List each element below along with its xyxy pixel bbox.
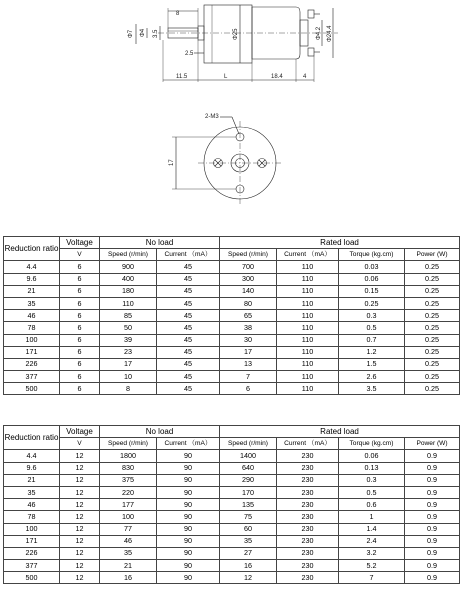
cell-ratio: 4.4: [4, 450, 60, 462]
table-row: [4, 383, 460, 395]
cell-voltage: 12: [60, 547, 100, 559]
cell-power: 0.9: [405, 560, 460, 572]
cell-ratio: 78: [4, 511, 60, 523]
header-rated-load: Rated load: [220, 237, 460, 249]
cell-current-rated: 110: [277, 371, 339, 383]
header-current-rated: Current （mA）: [277, 249, 339, 261]
cell-power: 0.25: [405, 261, 460, 273]
cell-power: 0.9: [405, 462, 460, 474]
motor-dimension-drawings: [0, 0, 462, 232]
header-speed-no-load: Speed (r/min): [100, 249, 157, 261]
table-row: [4, 346, 460, 358]
cell-speed-rated: 170: [220, 486, 277, 498]
cell-torque: 3.2: [339, 547, 405, 559]
table-row: [4, 322, 460, 334]
header-unit-voltage: V: [60, 438, 100, 450]
cell-voltage: 12: [60, 572, 100, 584]
cell-speed-rated: 700: [220, 261, 277, 273]
header-current-rated: Current （mA）: [277, 438, 339, 450]
cell-ratio: 35: [4, 297, 60, 309]
cell-current-no-load: 45: [157, 273, 220, 285]
cell-current-rated: 110: [277, 322, 339, 334]
table-row: [4, 560, 460, 572]
cell-power: 0.25: [405, 273, 460, 285]
cell-current-rated: 110: [277, 346, 339, 358]
cell-current-no-load: 90: [157, 486, 220, 498]
cell-speed-no-load: 50: [100, 322, 157, 334]
cell-voltage: 12: [60, 486, 100, 498]
cell-speed-rated: 30: [220, 334, 277, 346]
cell-current-no-load: 90: [157, 511, 220, 523]
dim-phi4-2-label: Φ4.2: [316, 26, 322, 40]
cell-ratio: 171: [4, 535, 60, 547]
cell-torque: 5.2: [339, 560, 405, 572]
table-row: [4, 523, 460, 535]
cell-current-rated: 110: [277, 297, 339, 309]
cell-power: 0.9: [405, 486, 460, 498]
cell-power: 0.9: [405, 547, 460, 559]
cell-power: 0.25: [405, 383, 460, 395]
cell-power: 0.9: [405, 511, 460, 523]
table-row: [4, 450, 460, 462]
cell-current-rated: 230: [277, 499, 339, 511]
cell-torque: 1.4: [339, 523, 405, 535]
cell-speed-no-load: 16: [100, 572, 157, 584]
header-reduction-ratio: Reduction ratio: [4, 426, 60, 450]
cell-speed-rated: 6: [220, 383, 277, 395]
cell-speed-no-load: 35: [100, 547, 157, 559]
cell-voltage: 12: [60, 462, 100, 474]
cell-speed-rated: 80: [220, 297, 277, 309]
cell-speed-no-load: 830: [100, 462, 157, 474]
side-view-labels: [128, 11, 333, 80]
cell-voltage: 6: [60, 371, 100, 383]
dim-phi25-label: Φ25: [233, 28, 239, 40]
dim-phi4-label: Φ4: [140, 28, 146, 37]
cell-speed-rated: 290: [220, 474, 277, 486]
cell-speed-no-load: 85: [100, 310, 157, 322]
cell-ratio: 46: [4, 310, 60, 322]
cell-speed-rated: 640: [220, 462, 277, 474]
table-row: [4, 572, 460, 584]
cell-speed-rated: 300: [220, 273, 277, 285]
cell-speed-no-load: 177: [100, 499, 157, 511]
cell-power: 0.9: [405, 450, 460, 462]
cell-ratio: 226: [4, 547, 60, 559]
terminal-bottom: [308, 48, 314, 56]
cell-current-rated: 110: [277, 285, 339, 297]
dim-L-label: L: [224, 74, 228, 80]
cell-torque: 3.5: [339, 383, 405, 395]
table-row: [4, 371, 460, 383]
cell-speed-rated: 13: [220, 358, 277, 370]
cell-power: 0.25: [405, 334, 460, 346]
cell-speed-rated: 75: [220, 511, 277, 523]
cell-torque: 1.2: [339, 346, 405, 358]
cell-power: 0.9: [405, 474, 460, 486]
cell-ratio: 500: [4, 572, 60, 584]
table-row: [4, 511, 460, 523]
header-speed-rated: Speed (r/min): [220, 249, 277, 261]
cell-ratio: 35: [4, 486, 60, 498]
table-row: [4, 499, 460, 511]
cell-power: 0.25: [405, 322, 460, 334]
cell-speed-no-load: 900: [100, 261, 157, 273]
cell-voltage: 12: [60, 450, 100, 462]
terminal-top: [308, 10, 314, 18]
cell-current-rated: 110: [277, 334, 339, 346]
cell-torque: 1.5: [339, 358, 405, 370]
header-power: Power (W): [405, 438, 460, 450]
cell-current-no-load: 45: [157, 285, 220, 297]
cell-torque: 0.13: [339, 462, 405, 474]
cell-current-rated: 230: [277, 535, 339, 547]
cell-current-no-load: 90: [157, 560, 220, 572]
front-view-labels: [169, 114, 219, 166]
cell-current-no-load: 90: [157, 462, 220, 474]
cell-current-no-load: 45: [157, 322, 220, 334]
cell-current-no-load: 90: [157, 474, 220, 486]
cell-speed-no-load: 17: [100, 358, 157, 370]
cell-current-rated: 110: [277, 261, 339, 273]
cell-speed-rated: 140: [220, 285, 277, 297]
table-row: [4, 474, 460, 486]
cell-current-rated: 230: [277, 486, 339, 498]
cell-speed-rated: 17: [220, 346, 277, 358]
cell-speed-rated: 27: [220, 547, 277, 559]
cell-speed-rated: 60: [220, 523, 277, 535]
cell-current-no-load: 45: [157, 310, 220, 322]
cell-current-rated: 110: [277, 310, 339, 322]
front-view-drawing: [172, 117, 282, 205]
cell-speed-no-load: 220: [100, 486, 157, 498]
dim-phi7-label: Φ7: [128, 29, 134, 38]
cell-torque: 0.03: [339, 261, 405, 273]
cell-current-rated: 230: [277, 462, 339, 474]
cell-speed-no-load: 46: [100, 535, 157, 547]
header-no-load: No load: [100, 426, 220, 438]
cell-speed-no-load: 8: [100, 383, 157, 395]
cell-ratio: 21: [4, 285, 60, 297]
cell-ratio: 100: [4, 523, 60, 535]
header-current-no-load: Current （mA）: [157, 438, 220, 450]
cell-current-rated: 230: [277, 572, 339, 584]
table-row: [4, 486, 460, 498]
cell-voltage: 12: [60, 535, 100, 547]
cell-current-no-load: 90: [157, 499, 220, 511]
cell-current-no-load: 45: [157, 371, 220, 383]
table-row: [4, 358, 460, 370]
cell-ratio: 226: [4, 358, 60, 370]
cell-power: 0.9: [405, 535, 460, 547]
cell-torque: 0.06: [339, 450, 405, 462]
cell-current-rated: 110: [277, 358, 339, 370]
cell-speed-no-load: 39: [100, 334, 157, 346]
cell-power: 0.25: [405, 285, 460, 297]
cell-current-no-load: 90: [157, 535, 220, 547]
cell-current-rated: 110: [277, 383, 339, 395]
cell-torque: 7: [339, 572, 405, 584]
dim-8-label: 8: [176, 11, 180, 17]
cell-ratio: 377: [4, 371, 60, 383]
cell-voltage: 12: [60, 511, 100, 523]
header-current-no-load: Current （mA）: [157, 249, 220, 261]
cell-ratio: 9.6: [4, 273, 60, 285]
cell-ratio: 500: [4, 383, 60, 395]
cell-power: 0.25: [405, 371, 460, 383]
cell-speed-no-load: 10: [100, 371, 157, 383]
cell-torque: 0.7: [339, 334, 405, 346]
table-row: [4, 261, 460, 273]
cell-speed-no-load: 100: [100, 511, 157, 523]
cell-torque: 0.5: [339, 486, 405, 498]
cell-current-rated: 230: [277, 474, 339, 486]
cell-voltage: 12: [60, 560, 100, 572]
dim-18-4-label: 18.4: [271, 74, 283, 80]
table-row: [4, 310, 460, 322]
cell-voltage: 12: [60, 523, 100, 535]
dim-phi24-4-label: Φ24.4: [327, 25, 333, 42]
gearbox-body: [204, 5, 252, 63]
cell-ratio: 377: [4, 560, 60, 572]
cell-voltage: 6: [60, 346, 100, 358]
cell-power: 0.25: [405, 346, 460, 358]
cell-current-no-load: 90: [157, 450, 220, 462]
cell-speed-rated: 65: [220, 310, 277, 322]
cell-ratio: 171: [4, 346, 60, 358]
cell-current-no-load: 45: [157, 358, 220, 370]
cell-voltage: 6: [60, 273, 100, 285]
cell-current-rated: 110: [277, 273, 339, 285]
header-power: Power (W): [405, 249, 460, 261]
cell-voltage: 6: [60, 358, 100, 370]
cell-current-no-load: 90: [157, 523, 220, 535]
cell-speed-rated: 12: [220, 572, 277, 584]
dim-3-5-label: 3.5: [153, 29, 159, 38]
cell-power: 0.9: [405, 572, 460, 584]
cell-voltage: 6: [60, 310, 100, 322]
cell-ratio: 9.6: [4, 462, 60, 474]
cell-power: 0.25: [405, 358, 460, 370]
cell-voltage: 12: [60, 474, 100, 486]
cell-speed-rated: 135: [220, 499, 277, 511]
cell-current-no-load: 45: [157, 297, 220, 309]
cell-current-rated: 230: [277, 560, 339, 572]
cell-ratio: 100: [4, 334, 60, 346]
cell-power: 0.9: [405, 499, 460, 511]
holes-2-m3-label: 2-M3: [205, 114, 219, 120]
cell-voltage: 6: [60, 285, 100, 297]
table-row: [4, 273, 460, 285]
table-row: [4, 285, 460, 297]
header-no-load: No load: [100, 237, 220, 249]
cell-speed-no-load: 375: [100, 474, 157, 486]
cell-current-rated: 230: [277, 547, 339, 559]
cell-torque: 0.5: [339, 322, 405, 334]
cell-current-rated: 230: [277, 523, 339, 535]
cell-power: 0.25: [405, 310, 460, 322]
cell-current-no-load: 45: [157, 346, 220, 358]
header-voltage: Voltage: [60, 237, 100, 249]
header-rated-load: Rated load: [220, 426, 460, 438]
cell-voltage: 6: [60, 322, 100, 334]
cell-current-no-load: 45: [157, 334, 220, 346]
cell-torque: 0.3: [339, 310, 405, 322]
cell-torque: 2.6: [339, 371, 405, 383]
cell-speed-no-load: 400: [100, 273, 157, 285]
dim-11-5-label: 11.5: [176, 74, 188, 80]
header-unit-voltage: V: [60, 249, 100, 261]
header-speed-rated: Speed (r/min): [220, 438, 277, 450]
cell-current-rated: 230: [277, 450, 339, 462]
cell-speed-rated: 38: [220, 322, 277, 334]
cell-torque: 0.6: [339, 499, 405, 511]
cell-torque: 1: [339, 511, 405, 523]
cell-ratio: 21: [4, 474, 60, 486]
cell-speed-no-load: 77: [100, 523, 157, 535]
dim-17-label: 17: [169, 159, 175, 166]
table-row: [4, 462, 460, 474]
cell-speed-no-load: 21: [100, 560, 157, 572]
cell-speed-rated: 35: [220, 535, 277, 547]
table-row: [4, 334, 460, 346]
header-torque: Torque (kg.cm): [339, 438, 405, 450]
spec-table-12v: [3, 425, 460, 584]
cell-torque: 0.25: [339, 297, 405, 309]
cell-voltage: 6: [60, 297, 100, 309]
cell-current-rated: 230: [277, 511, 339, 523]
cell-speed-rated: 7: [220, 371, 277, 383]
cell-voltage: 12: [60, 499, 100, 511]
cell-current-no-load: 45: [157, 261, 220, 273]
cell-speed-rated: 1400: [220, 450, 277, 462]
cell-voltage: 6: [60, 383, 100, 395]
cell-speed-no-load: 180: [100, 285, 157, 297]
cell-torque: 2.4: [339, 535, 405, 547]
cell-torque: 0.3: [339, 474, 405, 486]
header-speed-no-load: Speed (r/min): [100, 438, 157, 450]
cell-ratio: 4.4: [4, 261, 60, 273]
cell-voltage: 6: [60, 261, 100, 273]
cell-speed-no-load: 110: [100, 297, 157, 309]
table-row: [4, 547, 460, 559]
cell-torque: 0.15: [339, 285, 405, 297]
cell-speed-no-load: 1800: [100, 450, 157, 462]
spec-table-6v: [3, 236, 460, 395]
cell-current-no-load: 90: [157, 547, 220, 559]
cell-ratio: 46: [4, 499, 60, 511]
header-reduction-ratio: Reduction ratio: [4, 237, 60, 261]
cell-power: 0.9: [405, 523, 460, 535]
side-view-drawing: [136, 5, 338, 82]
dim-4-label: 4: [303, 74, 307, 80]
cell-voltage: 6: [60, 334, 100, 346]
cell-speed-rated: 16: [220, 560, 277, 572]
cell-torque: 0.06: [339, 273, 405, 285]
header-torque: Torque (kg.cm): [339, 249, 405, 261]
table-row: [4, 297, 460, 309]
dim-2-5-label: 2.5: [185, 51, 194, 57]
cell-current-no-load: 45: [157, 383, 220, 395]
cell-speed-no-load: 23: [100, 346, 157, 358]
cell-ratio: 78: [4, 322, 60, 334]
table-row: [4, 535, 460, 547]
cell-current-no-load: 90: [157, 572, 220, 584]
cell-power: 0.25: [405, 297, 460, 309]
header-voltage: Voltage: [60, 426, 100, 438]
